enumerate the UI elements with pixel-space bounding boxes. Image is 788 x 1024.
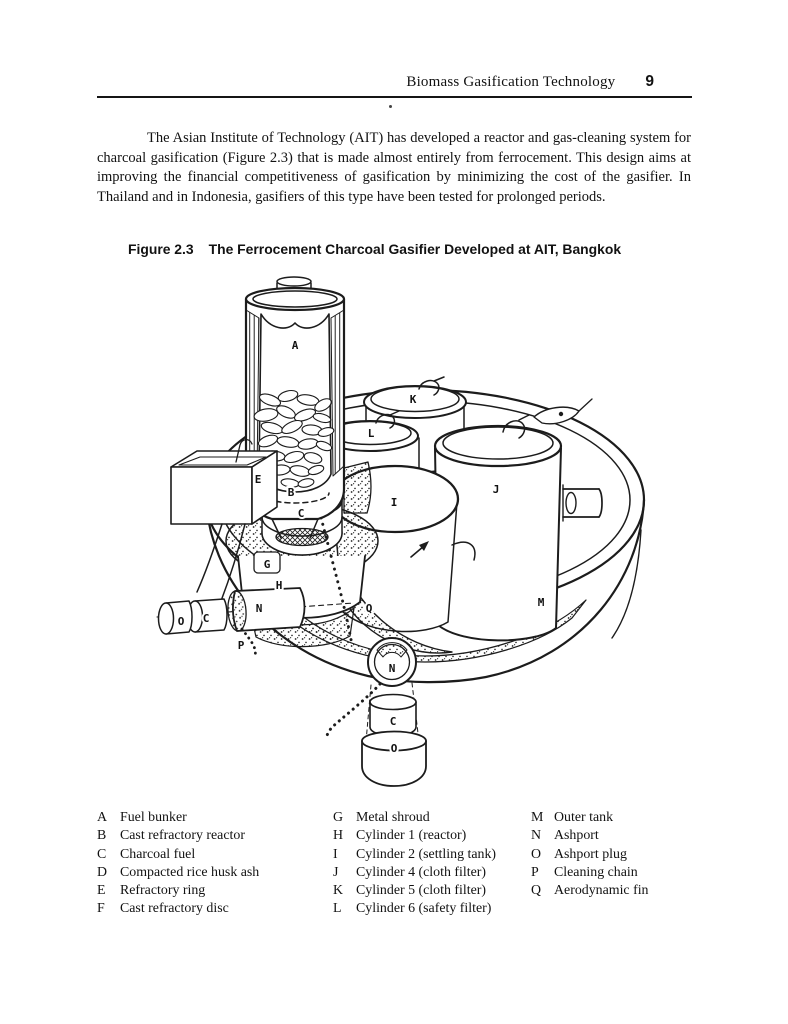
figure-label-plug-o-bottom: O (390, 742, 398, 755)
legend-item (97, 864, 259, 882)
legend-item (97, 846, 259, 864)
legend-key: N (531, 828, 542, 844)
legend-key: F (97, 901, 105, 917)
legend-item (333, 827, 496, 845)
figure-label-plug-c-bottom: C (389, 715, 397, 728)
legend-key: Q (531, 883, 542, 899)
legend-label: Cylinder 1 (reactor) (356, 828, 467, 844)
legend-label: Cylinder 5 (cloth filter) (356, 883, 486, 899)
header-title: Biomass Gasification Technology (406, 74, 616, 90)
figure-label-cylinder-5: K (409, 393, 417, 406)
legend-label: Cleaning chain (554, 864, 638, 880)
figure-caption-title: The Ferrocement Charcoal Gasifier Developed at AIT, Bangkok (208, 241, 622, 257)
legend-key: C (97, 846, 107, 862)
legend-label: Ashport plug (554, 846, 627, 862)
legend-key: J (333, 864, 339, 880)
legend-item (333, 900, 496, 918)
legend-label: Ashport (554, 828, 599, 844)
legend-item (97, 827, 259, 845)
legend-key: A (97, 810, 108, 825)
figure-label-ashport-left: N (255, 602, 263, 615)
figure-label-refractory-ring: E (254, 473, 262, 486)
legend-item (97, 900, 259, 918)
legend-label: Cylinder 6 (safety filter) (356, 901, 492, 917)
legend-key: E (97, 883, 106, 899)
figure-label-charcoal-fuel: C (297, 507, 305, 520)
legend-key: D (97, 864, 108, 880)
legend-label: Compacted rice husk ash (120, 864, 260, 880)
figure-label-cleaning-chain: P (237, 639, 245, 652)
figure-label-cylinder-4: J (492, 483, 500, 496)
legend-item (531, 846, 649, 864)
figure-label-metal-shroud: G (263, 558, 271, 571)
legend-key: L (333, 901, 342, 917)
legend-label: Outer tank (554, 810, 614, 825)
figure-label-ashport-bottom: N (388, 662, 396, 675)
legend-key: B (97, 828, 107, 844)
legend-label: Cylinder 2 (settling tank) (356, 846, 497, 862)
legend-item (333, 809, 496, 827)
figure-label-reactor: B (287, 486, 295, 499)
legend-column-3 (531, 809, 649, 900)
legend-label: Aerodynamic fin (554, 883, 649, 899)
legend-key: K (333, 883, 344, 899)
legend-label: Charcoal fuel (120, 846, 196, 862)
figure-caption-label: Figure 2.3 (128, 241, 194, 257)
legend-label: Fuel bunker (120, 810, 187, 825)
figure-label-aerodynamic-fin: Q (365, 602, 373, 615)
legend-item (531, 864, 649, 882)
legend-key: M (531, 810, 544, 825)
legend-column-1 (97, 809, 259, 919)
legend-key: I (333, 846, 338, 862)
legend-label: Metal shroud (356, 810, 430, 825)
body-paragraph: The Asian Institute of Technology (AIT) has developed a reactor and gas-cleaning system for charcoal gasification (Figure 2.3) that is made almost entirely from ferrocement. This design aims at improving the financial competitiveness of gasification by minimizing the cost of the gasifier. In Thailand and in Indonesia, gasifiers of this type have been tested for prolonged periods. (97, 130, 691, 206)
figure-label-cylinder-2: I (390, 496, 398, 509)
legend-label: Cylinder 4 (cloth filter) (356, 864, 486, 880)
legend-item (97, 809, 259, 827)
legend-key: P (531, 864, 539, 880)
figure-label-cylinder-1: H (275, 579, 283, 592)
legend-key: G (333, 810, 344, 825)
legend-item (333, 882, 496, 900)
legend-column-2 (333, 809, 496, 919)
figure-label-fuel-bunker: A (291, 339, 299, 352)
legend-key: O (531, 846, 542, 862)
legend-label: Cast refractory disc (120, 901, 229, 917)
legend-item (531, 809, 649, 827)
legend-key: H (333, 828, 344, 844)
figure-label-outer-tank: M (537, 596, 545, 609)
legend-label: Refractory ring (120, 883, 206, 899)
legend-item (531, 882, 649, 900)
figure-label-plug-c-left: C (202, 612, 210, 625)
legend-label: Cast refractory reactor (120, 828, 245, 844)
legend-item (333, 864, 496, 882)
legend-item (333, 846, 496, 864)
figure-label-plug-o-left: O (177, 615, 185, 628)
figure-label-cylinder-6: L (367, 427, 375, 440)
legend-item (97, 882, 259, 900)
page-number: 9 (645, 73, 654, 90)
legend-item (531, 827, 649, 845)
